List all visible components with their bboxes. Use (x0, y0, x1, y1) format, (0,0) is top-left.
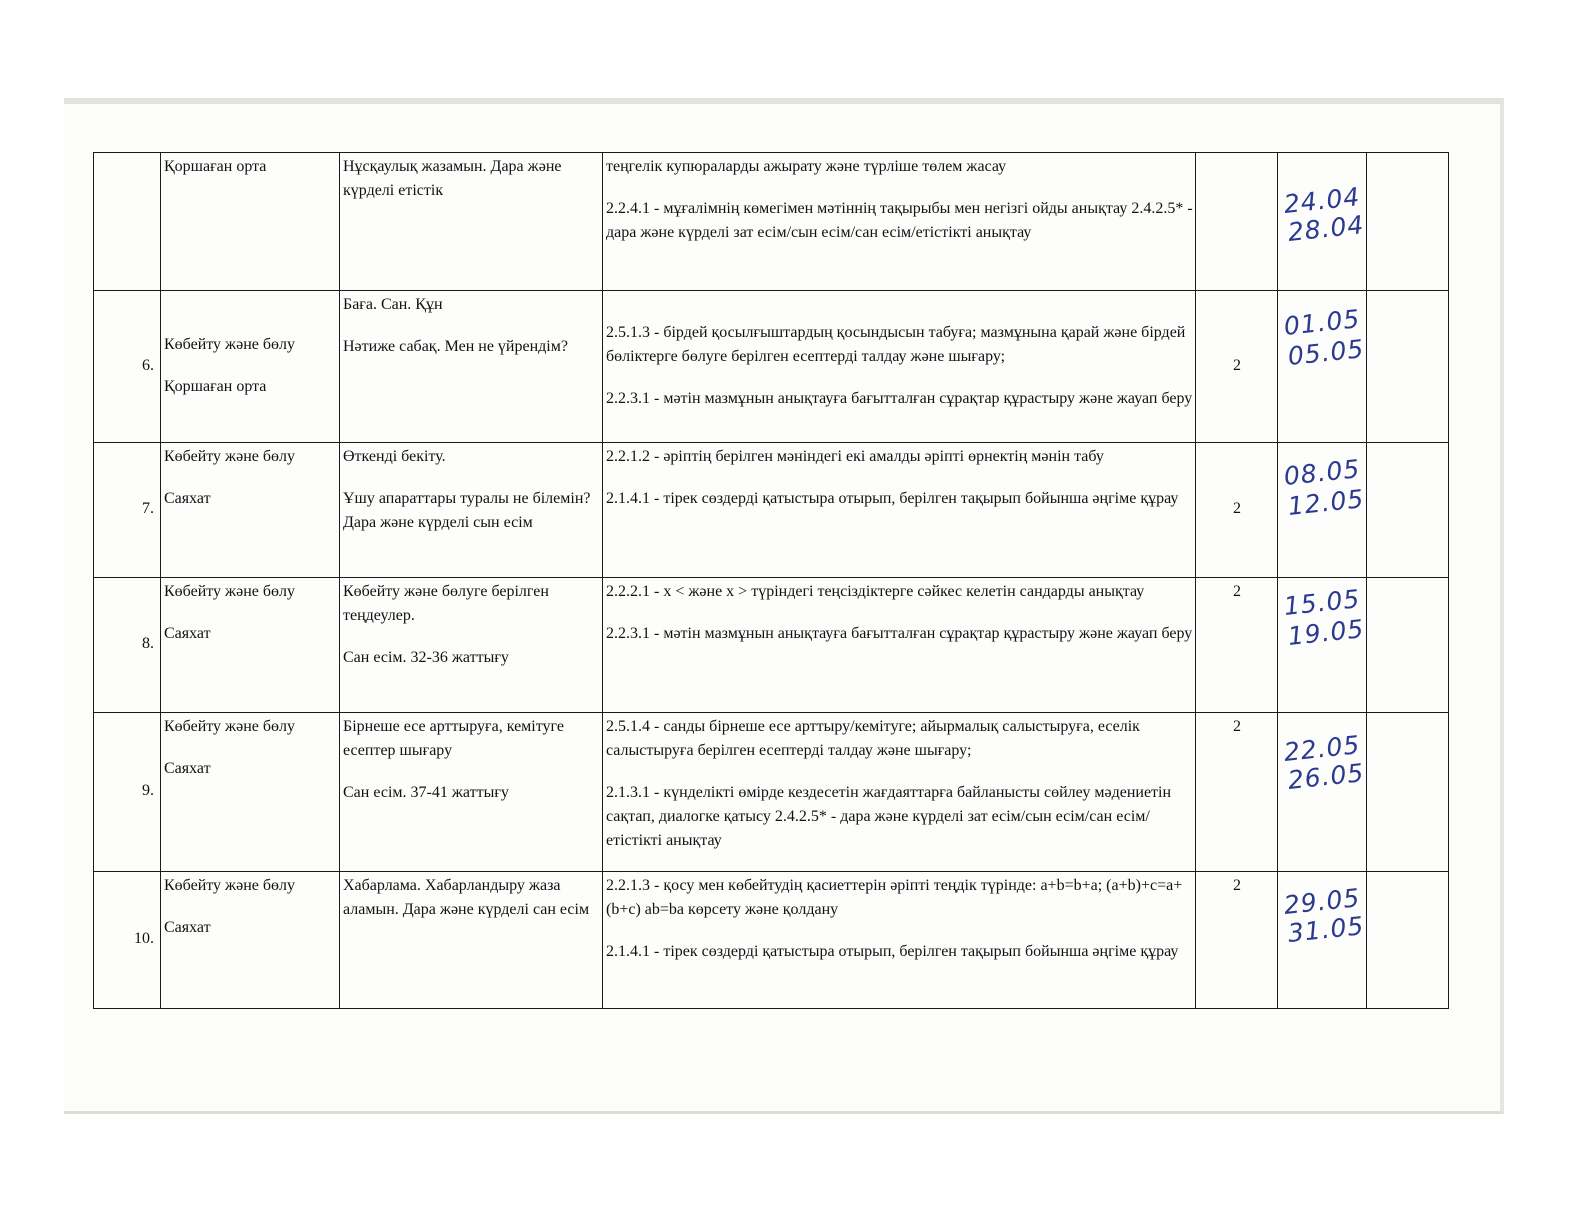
objectives-cell (603, 713, 1196, 872)
handwritten-date: 28.04 (1286, 210, 1366, 247)
topic-cell (340, 872, 603, 1009)
section-cell (161, 153, 340, 291)
section-name: Көбейту және бөлу (164, 335, 295, 353)
lesson-number: 6. (142, 356, 154, 374)
hours-value: 2 (1233, 583, 1241, 600)
section-name: Саяхат (164, 625, 211, 642)
handwritten-date: 22.05 (1282, 730, 1362, 767)
objective-text: 2.2.1.3 - қосу мен көбейтудің қасиеттерін әріпті теңдік түрінде: a+b=b+a; (a+b)+c=a+(b+c) ab=ba көрсету және қолдану (606, 877, 1183, 918)
lesson-plan-table (93, 152, 1449, 1009)
topic-cell (340, 291, 603, 443)
lesson-number: 10. (134, 930, 154, 947)
hours-cell (1196, 443, 1278, 578)
objective-text: 2.1.4.1 - тірек сөздерді қатыстыра отырып, берілген тақырып бойынша әңгіме құрау (606, 490, 1179, 507)
handwritten-date: 29.05 (1282, 883, 1362, 920)
hours-cell (1196, 713, 1278, 872)
hours-value: 2 (1233, 877, 1241, 894)
objective-text: 2.5.1.3 - бірдей қосылғыштардың қосындысын табуға; мазмұнына қарай және бірдей бөліктерге бөлуге берілген есептерді талдау және шығару; (606, 323, 1186, 365)
handwritten-date-wrap (1286, 911, 1366, 948)
objectives-cell (603, 153, 1196, 291)
handwritten-date: 08.05 (1282, 454, 1362, 491)
hours-value: 2 (1233, 356, 1241, 374)
objective-text: 2.2.1.2 - әріптің берілген мәніндегі екі амалды әріпті өрнектің мәнін табу (606, 448, 1104, 465)
topic-text: Бірнеше есе арттыруға, кемітуге есептер шығару (343, 718, 564, 759)
table-row (94, 713, 1449, 872)
handwritten-dates-cell (1278, 872, 1367, 1009)
section-name: Қоршаған орта (164, 377, 267, 395)
handwritten-dates-cell (1278, 578, 1367, 713)
table-row (94, 578, 1449, 713)
lesson-number: 9. (142, 782, 154, 799)
table-row (94, 443, 1449, 578)
objective-text: 2.2.3.1 - мәтін мазмұнын анықтауға бағытталған сұрақтар құрастыру және жауап беру (606, 389, 1193, 407)
hours-value: 2 (1233, 500, 1241, 517)
handwritten-date-wrap (1286, 484, 1366, 521)
hours-cell (1196, 153, 1278, 291)
handwritten-date-wrap (1286, 334, 1366, 371)
section-name: Саяхат (164, 490, 211, 507)
notes-cell (1367, 578, 1449, 713)
topic-text: Нәтиже сабақ. Мен не үйрендім? (343, 338, 568, 355)
objective-text: 2.2.3.1 - мәтін мазмұнын анықтауға бағытталған сұрақтар құрастыру және жауап беру (606, 625, 1193, 642)
handwritten-date-wrap (1286, 210, 1366, 247)
notes-cell (1367, 713, 1449, 872)
objective-text: 2.2.4.1 - мұғалімнің көмегімен мәтіннің тақырыбы мен негізгі ойды анықтау 2.4.2.5* - дара және күрделі зат есім/сын есім/сан есім/етістікті анықтау (606, 200, 1193, 241)
topic-text: Ұшу апараттары туралы не білемін? Дара және күрделі сын есім (343, 490, 591, 531)
topic-text: Нұсқаулық жазамын. Дара және күрделі етістік (343, 158, 562, 199)
handwritten-dates-cell (1278, 713, 1367, 872)
topic-text: Сан есім. 32-36 жаттығу (343, 649, 509, 666)
handwritten-dates-cell (1278, 443, 1367, 578)
topic-text: Баға. Сан. Құн (343, 296, 443, 313)
hours-cell (1196, 578, 1278, 713)
objective-text: теңгелік купюраларды ажырату және түрліше төлем жасау (606, 158, 1007, 175)
handwritten-date: 05.05 (1286, 334, 1366, 371)
section-name: Қоршаған орта (164, 158, 267, 175)
topic-text: Сан есім. 37-41 жаттығу (343, 784, 509, 801)
section-name: Көбейту және бөлу (164, 583, 295, 600)
hours-cell (1196, 872, 1278, 1009)
topic-text: Көбейту және бөлуге берілген теңдеулер. (343, 583, 549, 624)
section-cell (161, 443, 340, 578)
topic-text: Хабарлама. Хабарландыру жаза аламын. Дара және күрделі сан есім (343, 877, 590, 918)
objective-text: 2.1.3.1 - күнделікті өмірде кездесетін жағдаяттарға байланысты сөйлеу мәдениетін сақтап, диалогке қатысу 2.4.2.5* - дара және күрделі зат есім/сын есім/сан есім/етістікті анықтау (606, 784, 1172, 849)
section-cell (161, 578, 340, 713)
handwritten-date: 19.05 (1286, 614, 1366, 651)
handwritten-date: 12.05 (1286, 484, 1366, 521)
topic-cell (340, 443, 603, 578)
objectives-cell (603, 443, 1196, 578)
notes-cell (1367, 443, 1449, 578)
section-name: Саяхат (164, 919, 211, 936)
table-row (94, 872, 1449, 1009)
section-name: Көбейту және бөлу (164, 718, 295, 735)
objective-text: 2.2.2.1 - x < және x > түріндегі теңсіздіктерге сәйкес келетін сандарды анықтау (606, 583, 1145, 600)
lesson-number-cell (94, 713, 161, 872)
topic-cell (340, 153, 603, 291)
lesson-number-cell (94, 291, 161, 443)
objectives-cell (603, 578, 1196, 713)
section-name: Көбейту және бөлу (164, 448, 295, 465)
lesson-number-cell (94, 153, 161, 291)
lesson-number-cell (94, 578, 161, 713)
section-cell (161, 713, 340, 872)
handwritten-dates-cell (1278, 291, 1367, 443)
handwritten-date: 24.04 (1282, 182, 1362, 219)
lesson-number: 8. (142, 635, 154, 652)
table-row (94, 291, 1449, 443)
section-cell (161, 872, 340, 1009)
topic-cell (340, 713, 603, 872)
topic-text: Өткенді бекіту. (343, 448, 446, 465)
section-name: Саяхат (164, 760, 211, 777)
handwritten-date-wrap (1286, 614, 1366, 651)
handwritten-date: 01.05 (1282, 304, 1362, 341)
topic-cell (340, 578, 603, 713)
objective-text: 2.5.1.4 - санды бірнеше есе арттыру/кемітуге; айырмалық салыстыруға, еселік салыстыруға берілген есептерді талдау және шығару; (606, 718, 1140, 759)
handwritten-dates-cell (1278, 153, 1367, 291)
objectives-cell (603, 291, 1196, 443)
hours-value: 2 (1233, 718, 1241, 735)
lesson-number: 7. (142, 500, 154, 517)
handwritten-date-wrap (1286, 758, 1366, 795)
notes-cell (1367, 153, 1449, 291)
section-name: Көбейту және бөлу (164, 877, 295, 894)
hours-cell (1196, 291, 1278, 443)
handwritten-date: 26.05 (1286, 758, 1366, 795)
lesson-number-cell (94, 443, 161, 578)
table-row (94, 153, 1449, 291)
objective-text: 2.1.4.1 - тірек сөздерді қатыстыра отырып, берілген тақырып бойынша әңгіме құрау (606, 943, 1179, 960)
objectives-cell (603, 872, 1196, 1009)
notes-cell (1367, 872, 1449, 1009)
handwritten-date: 31.05 (1286, 911, 1366, 948)
section-cell (161, 291, 340, 443)
lesson-number-cell (94, 872, 161, 1009)
handwritten-date: 15.05 (1282, 584, 1362, 621)
notes-cell (1367, 291, 1449, 443)
